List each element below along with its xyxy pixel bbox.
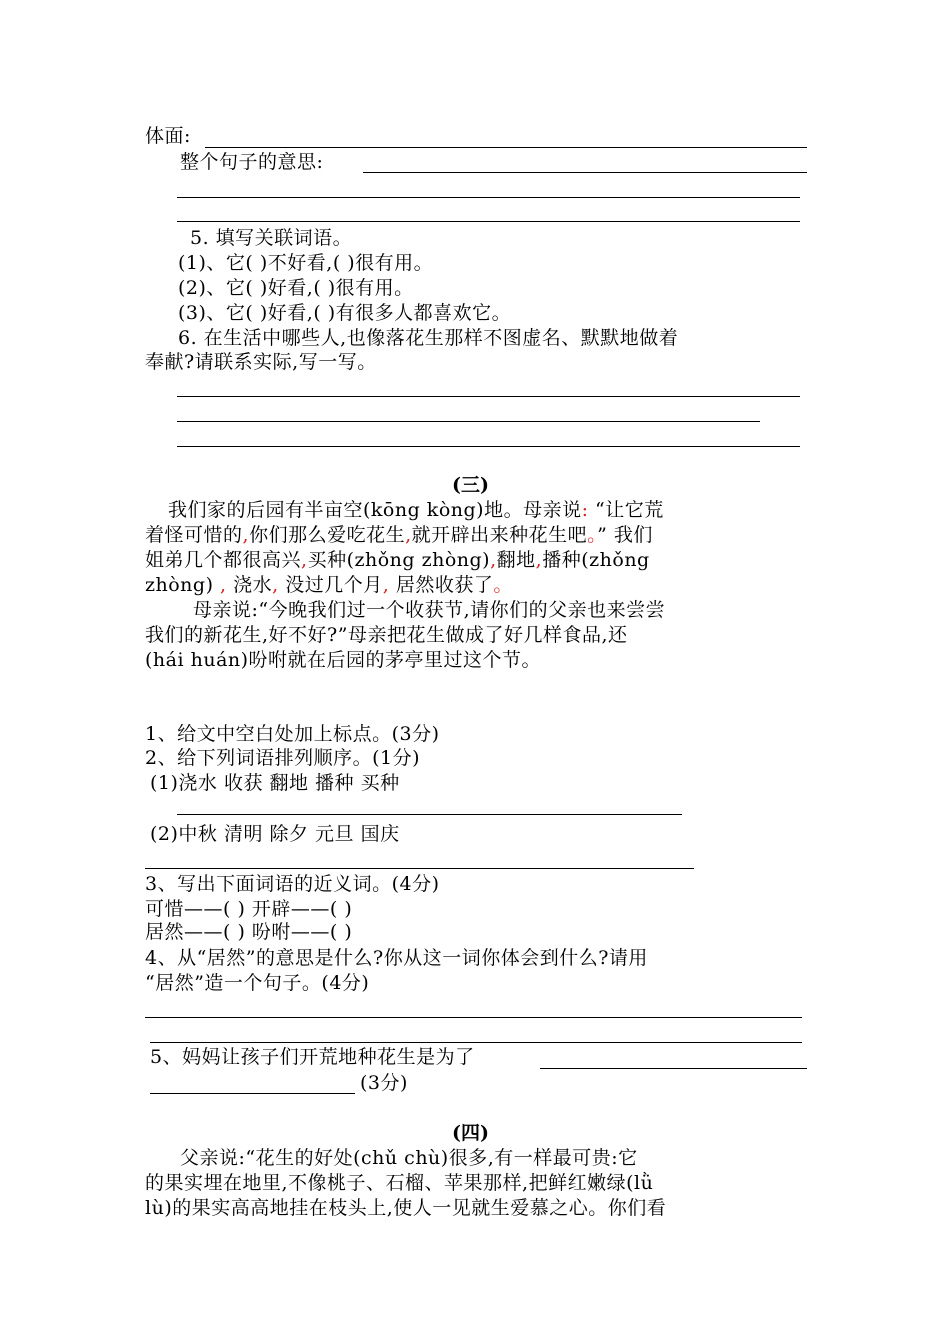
question: 1、给文中空白处加上标点。(3分) (145, 723, 440, 745)
passage-line: 的果实埋在地里,不像桃子、石榴、苹果那样,把鲜红嫩绿(lǜ (145, 1172, 654, 1194)
answer-line[interactable] (177, 421, 760, 422)
passage-line: 母亲说:“今晚我们过一个收获节,请你们的父亲也来尝尝 (193, 599, 666, 621)
section-heading: (三) (452, 474, 489, 496)
question: 4、从“居然”的意思是什么?你从这一词你体会到什么?请用 (145, 947, 648, 969)
answer-line[interactable] (150, 1093, 355, 1094)
q5-item: (1)、它( )不好看,( )很有用。 (178, 252, 434, 274)
question: 3、写出下面词语的近义词。(4分) (145, 873, 440, 895)
answer-line[interactable] (145, 1017, 802, 1018)
question: “居然”造一个句子。(4分) (145, 972, 370, 994)
answer-line[interactable] (177, 446, 800, 447)
answer-line[interactable] (150, 1042, 802, 1043)
score-label: (3分) (360, 1072, 408, 1094)
answer-line[interactable] (145, 868, 694, 869)
answer-line[interactable] (205, 147, 807, 148)
answer-line[interactable] (177, 814, 682, 815)
passage-line: 我们家的后园有半亩空(kōng kòng)地。母亲说: “让它荒 (168, 499, 664, 521)
section-heading: (四) (452, 1122, 489, 1144)
passage-line: 着怪可惜的,你们那么爱吃花生,就开辟出来种花生吧。” 我们 (145, 524, 653, 546)
q5-title: 5. 填写关联词语。 (190, 227, 353, 249)
answer-line[interactable] (177, 197, 800, 198)
passage-line: lù)的果实高高地挂在枝头上,使人一见就生爱慕之心。你们看 (145, 1197, 667, 1219)
answer-line[interactable] (540, 1068, 807, 1069)
answer-line[interactable] (177, 221, 800, 222)
passage-line: 我们的新花生,好不好?”母亲把花生做成了好几样食品,还 (145, 624, 628, 646)
question-item: 可惜——( ) 开辟——( ) (145, 898, 353, 920)
question-item: (1)浇水 收获 翻地 播种 买种 (150, 772, 400, 794)
question-item: 居然——( ) 吩咐——( ) (145, 921, 353, 943)
question-item: (2)中秋 清明 除夕 元旦 国庆 (150, 823, 400, 845)
answer-line[interactable] (363, 172, 807, 173)
question: 2、给下列词语排列顺序。(1分) (145, 747, 421, 769)
q6-text: 6. 在生活中哪些人,也像落花生那样不图虚名、默默地做着 (178, 327, 679, 349)
q6-text: 奉献?请联系实际,写一写。 (145, 351, 377, 373)
passage-line: (hái huán)吩咐就在后园的茅亭里过这个节。 (145, 649, 542, 671)
passage-line: 姐弟几个都很高兴,买种(zhǒng zhòng),翻地,播种(zhǒng (145, 549, 650, 571)
q5-item: (3)、它( )好看,( )有很多人都喜欢它。 (178, 302, 512, 324)
passage-line: zhòng) , 浇水, 没过几个月, 居然收获了。 (145, 574, 513, 596)
answer-line[interactable] (177, 396, 800, 397)
sentence-meaning-label: 整个句子的意思: (180, 151, 324, 173)
timian-label: 体面: (145, 125, 191, 147)
q5-item: (2)、它( )好看,( )很有用。 (178, 277, 414, 299)
passage-line: 父亲说:“花生的好处(chǔ chù)很多,有一样最可贵:它 (180, 1147, 638, 1169)
question: 5、妈妈让孩子们开荒地种花生是为了 (150, 1046, 475, 1068)
